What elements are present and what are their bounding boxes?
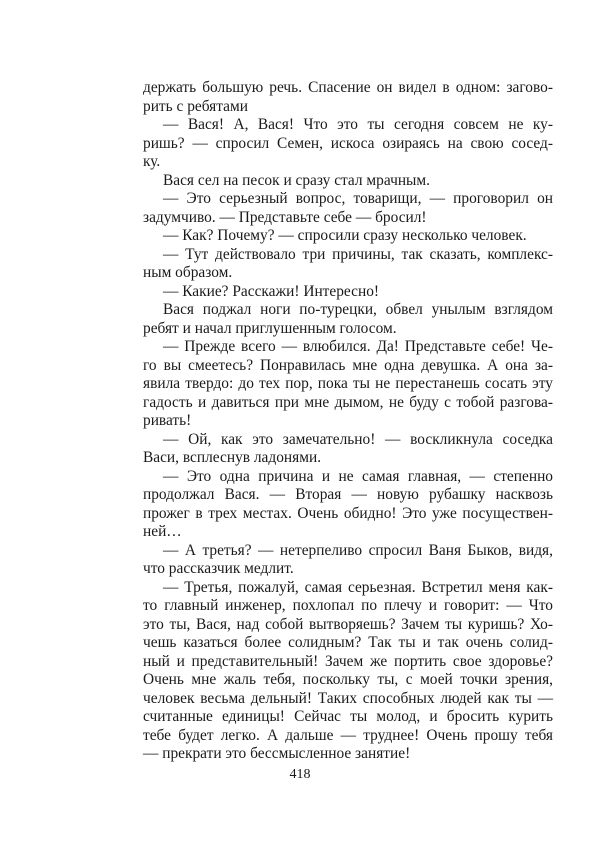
text-line: — прекрати это бессмысленное занятие! <box>143 745 411 762</box>
text-line: — Какие? Расскажи! Интересно! <box>163 282 380 300</box>
text-line: человек весьма дельный! Таких способных людей как ты — <box>143 689 553 707</box>
text-line: продолжал Вася. — Вторая — новую рубашку насквозь <box>143 486 553 503</box>
text-line: — Третья, пожалуй, самая серьезная. Встретил меня как- <box>163 578 553 596</box>
text-line: — Это серьезный вопрос, товарищи, — проговорил он <box>163 190 553 207</box>
text-line: ный и представительный! Зачем же портить свое здоровье? <box>143 652 553 670</box>
text-line: Вася поджал ноги по-турецки, обвел унылым взглядом <box>163 301 553 318</box>
text-line: — Тут действовало три причины, так сказать, комплекс- <box>163 245 553 263</box>
text-line: тебе будет легко. А дальше — труднее! Очень прошу тебя <box>143 726 553 744</box>
text-line: ришь? — спросил Семен, искоса озираясь на свою сосед- <box>143 134 553 152</box>
text-line: ным образом. <box>143 264 233 281</box>
page-number: 418 <box>289 767 311 782</box>
text-line: прожег в трех местах. Очень обидно! Это уже посуществен- <box>143 504 553 522</box>
text-line: ку. <box>143 153 161 170</box>
text-line: это ты, Вася, над собой вытворяешь? Зачем ты куришь? Хо- <box>143 615 553 633</box>
text-line: ривать! <box>143 412 192 429</box>
text-line: то главный инженер, похлопал по плечу и говорит: — Что <box>143 597 553 614</box>
text-line: что рассказчик медлит. <box>143 560 294 577</box>
text-line: считанные единицы! Сейчас ты молод, и бросить курить <box>143 708 553 725</box>
text-line: Очень мне жаль тебя, поскольку ты, с моей точки зрения, <box>143 671 553 688</box>
text-line: — Это одна причина и не самая главная, — степенно <box>163 467 553 485</box>
text-line: держать большую речь. Спасение он видел в одном: загово- <box>143 79 553 96</box>
text-line: чешь казаться более солидным? Так ты и так очень солид- <box>143 634 553 651</box>
text-line: го вы смеетесь? Понравилась мне одна девушка. А она за- <box>143 356 553 374</box>
text-line: ней… <box>143 523 182 540</box>
text-line: ребят и начал приглушенным голосом. <box>143 319 397 337</box>
text-line: — Вася! А, Вася! Что это ты сегодня совсем не ку- <box>163 116 553 133</box>
text-line: рить с ребятами <box>143 97 248 115</box>
page-text <box>143 79 553 764</box>
text-line: Васи, всплеснув ладонями. <box>143 449 322 466</box>
text-line: — А третья? — нетерпеливо спросил Ваня Быков, видя, <box>163 541 553 559</box>
text-line: задумчиво. — Представьте себе — бросил! <box>143 208 427 226</box>
text-line: явила твердо: до тех пор, пока ты не перестанешь сосать эту <box>143 375 553 392</box>
text-line: — Ой, как это замечательно! — воскликнула соседка <box>163 430 553 448</box>
text-line: — Прежде всего — влюбился. Да! Представьте себе! Че- <box>163 338 553 355</box>
text-line: Вася сел на песок и сразу стал мрачным. <box>163 171 430 189</box>
text-line: гадость и давиться при мне дымом, не буду с тобой разгова- <box>143 393 553 411</box>
text-line: — Как? Почему? — спросили сразу несколько человек. <box>163 227 527 244</box>
